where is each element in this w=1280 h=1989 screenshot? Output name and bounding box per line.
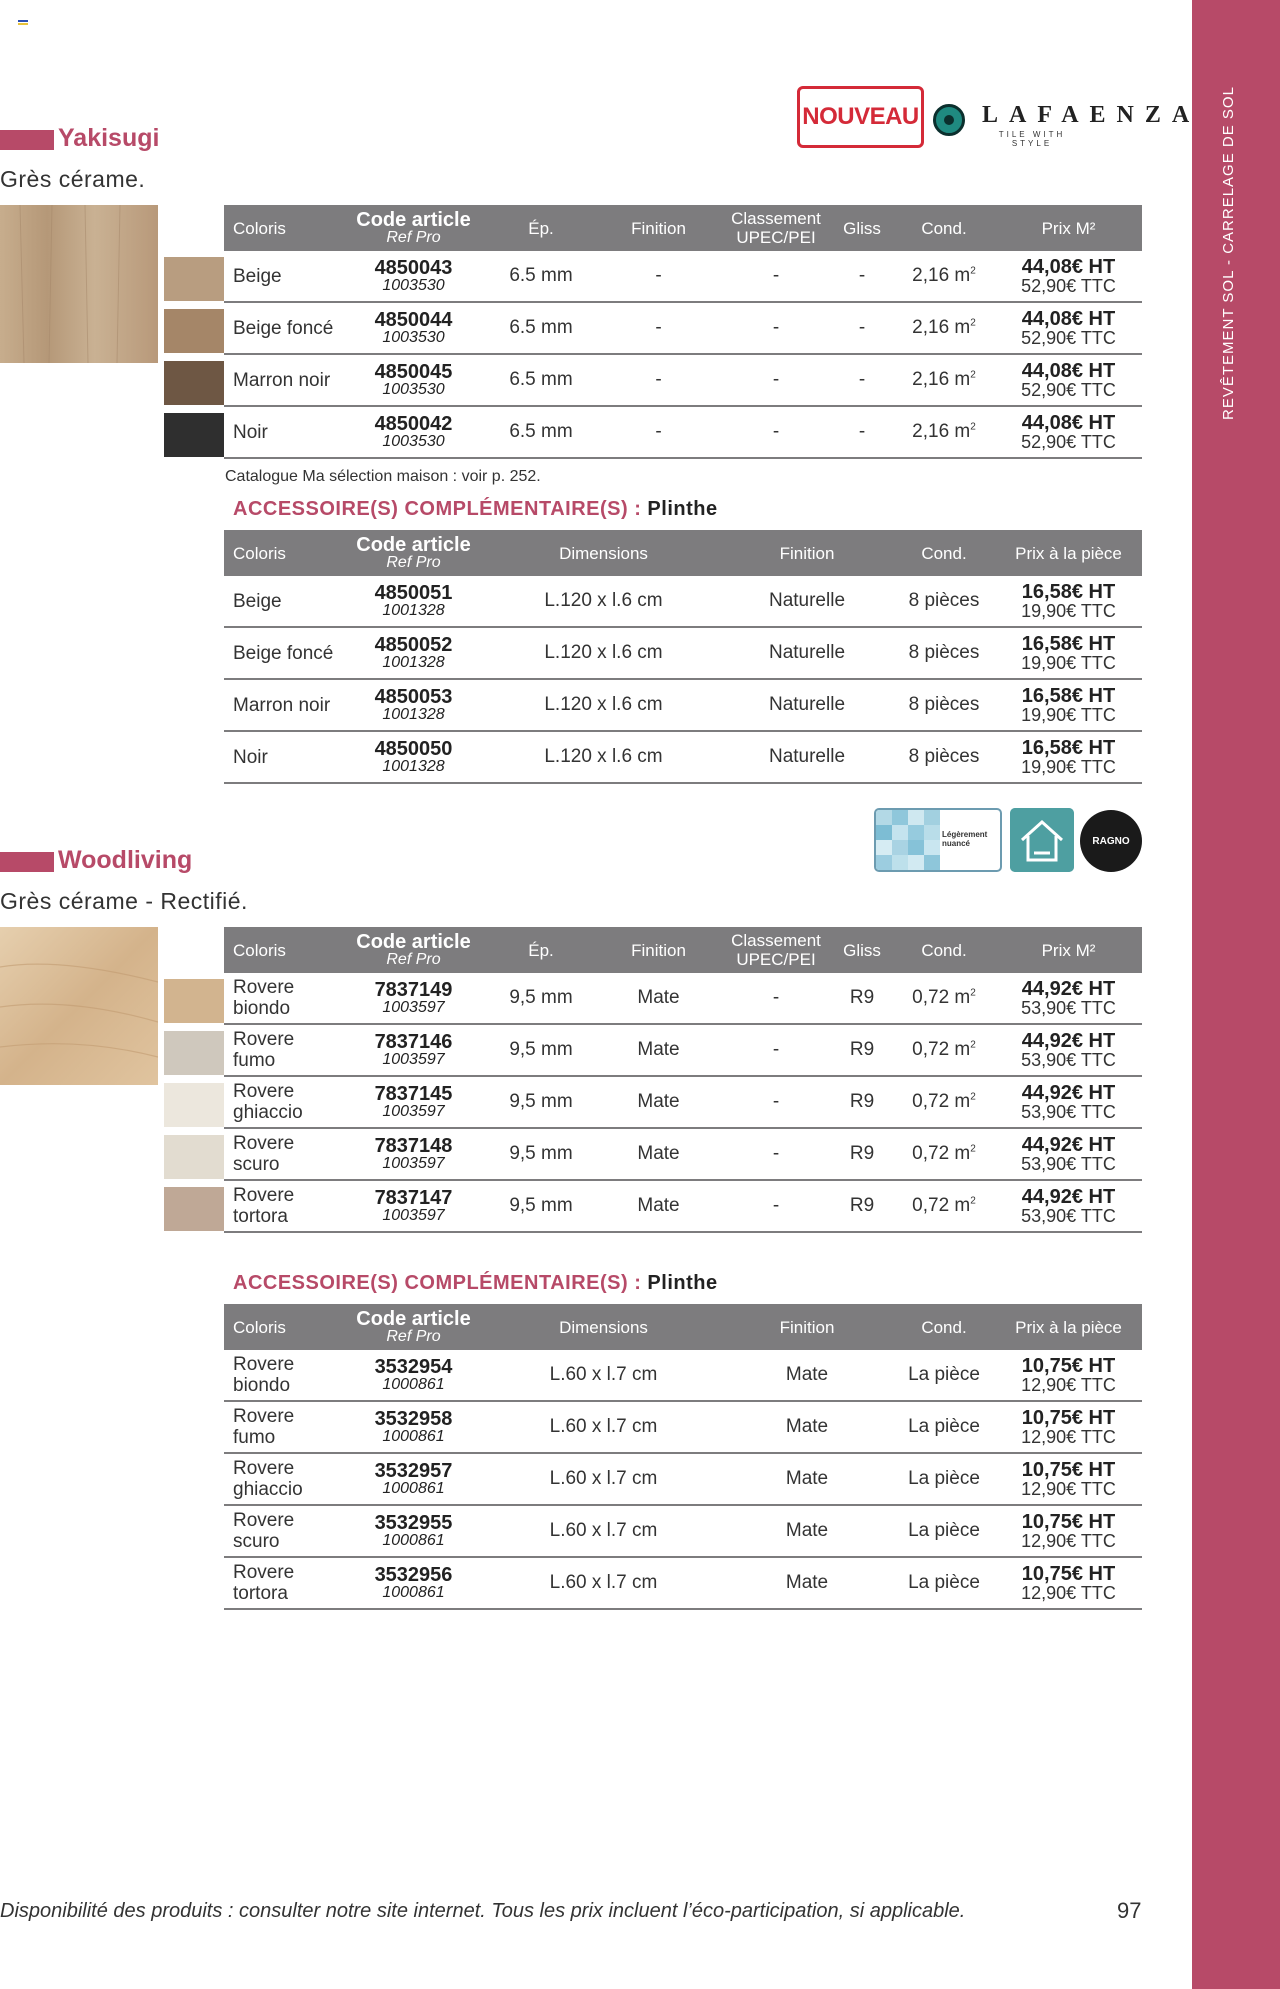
col-code: Code article Ref Pro bbox=[341, 1304, 486, 1350]
price-cell: 44,92€ HT 53,90€ TTC bbox=[995, 1024, 1142, 1076]
classement-cell: - bbox=[721, 1024, 831, 1076]
table-row bbox=[224, 1076, 1142, 1128]
code-cell: 4850045 1003530 bbox=[341, 354, 486, 406]
woodliving-subtitle: Grès cérame - Rectifié. bbox=[0, 888, 248, 914]
coloris-cell: Rovere biondo bbox=[224, 973, 341, 1024]
classement-cell: - bbox=[721, 1076, 831, 1128]
cond-cell: 2,16 $m^2$ bbox=[893, 302, 995, 354]
cond-cell: La pièce bbox=[893, 1453, 995, 1505]
coloris-cell: Rovere ghiaccio bbox=[224, 1076, 341, 1128]
classement-cell: - bbox=[721, 302, 831, 354]
col-finition: Finition bbox=[596, 927, 721, 973]
cond-cell: 0,72 $m^2$ bbox=[893, 1024, 995, 1076]
legerement-nuance-icon: Légèrement nuancé bbox=[874, 808, 1002, 872]
finition-cell: Naturelle bbox=[721, 576, 893, 627]
table-row bbox=[224, 679, 1142, 731]
finition-cell: Mate bbox=[596, 1128, 721, 1180]
table-row bbox=[224, 1350, 1142, 1401]
col-dimensions: Dimensions bbox=[486, 1304, 721, 1350]
coloris-cell: Rovere fumo bbox=[224, 1401, 341, 1453]
col-dimensions: Dimensions bbox=[486, 530, 721, 576]
color-swatch bbox=[164, 1031, 224, 1075]
coloris-cell: Rovere scuro bbox=[224, 1128, 341, 1180]
nouveau-badge: NOUVEAU bbox=[797, 86, 924, 148]
table-row bbox=[224, 1180, 1142, 1232]
col-classement: Classement UPEC/PEI bbox=[721, 205, 831, 251]
finition-cell: - bbox=[596, 406, 721, 458]
code-cell: 7837149 1003597 bbox=[341, 973, 486, 1024]
price-cell: 44,92€ HT 53,90€ TTC bbox=[995, 1180, 1142, 1232]
woodliving-accessory-title: ACCESSOIRE(S) COMPLÉMENTAIRE(S) : Plinthe bbox=[233, 1272, 718, 1294]
color-swatch bbox=[164, 257, 224, 301]
yakisugi-accessory-title: ACCESSOIRE(S) COMPLÉMENTAIRE(S) : Plinthe bbox=[233, 498, 718, 520]
cond-cell: La pièce bbox=[893, 1401, 995, 1453]
price-cell: 44,08€ HT 52,90€ TTC bbox=[995, 354, 1142, 406]
code-cell: 3532958 1000861 bbox=[341, 1401, 486, 1453]
finition-cell: Mate bbox=[596, 1024, 721, 1076]
code-cell: 4850050 1001328 bbox=[341, 731, 486, 783]
col-cond: Cond. bbox=[893, 927, 995, 973]
woodliving-title: Woodliving bbox=[58, 846, 193, 874]
col-gliss: Gliss bbox=[831, 205, 893, 251]
col-prix: Prix M² bbox=[995, 205, 1142, 251]
col-code: Code article Ref Pro bbox=[341, 927, 486, 973]
coloris-cell: Noir bbox=[224, 406, 341, 458]
coloris-cell: Rovere fumo bbox=[224, 1024, 341, 1076]
ep-cell: 6.5 mm bbox=[486, 406, 596, 458]
cond-cell: 8 pièces bbox=[893, 627, 995, 679]
ep-cell: 6.5 mm bbox=[486, 251, 596, 302]
code-cell: 3532956 1000861 bbox=[341, 1557, 486, 1609]
yakisugi-title: Yakisugi bbox=[58, 124, 160, 152]
coloris-cell: Rovere tortora bbox=[224, 1557, 341, 1609]
table-row bbox=[224, 251, 1142, 302]
dimensions-cell: L.60 x l.7 cm bbox=[486, 1401, 721, 1453]
ep-cell: 6.5 mm bbox=[486, 302, 596, 354]
dimensions-cell: L.60 x l.7 cm bbox=[486, 1350, 721, 1401]
flag-mark bbox=[18, 20, 28, 26]
sidebar-label: REVÊTEMENT SOL - CARRELAGE DE SOL bbox=[1220, 86, 1237, 420]
code-cell: 3532954 1000861 bbox=[341, 1350, 486, 1401]
coloris-cell: Noir bbox=[224, 731, 341, 783]
code-cell: 7837147 1003597 bbox=[341, 1180, 486, 1232]
col-code: Code article Ref Pro bbox=[341, 530, 486, 576]
finition-cell: Mate bbox=[596, 973, 721, 1024]
coloris-cell: Marron noir bbox=[224, 354, 341, 406]
col-ep: Ép. bbox=[486, 205, 596, 251]
table-row bbox=[224, 973, 1142, 1024]
yakisugi-product-image bbox=[0, 205, 158, 363]
color-swatch bbox=[164, 979, 224, 1023]
gliss-cell: R9 bbox=[831, 973, 893, 1024]
coloris-cell: Beige foncé bbox=[224, 627, 341, 679]
cond-cell: La pièce bbox=[893, 1557, 995, 1609]
table-row bbox=[224, 354, 1142, 406]
table-row bbox=[224, 576, 1142, 627]
classement-cell: - bbox=[721, 1128, 831, 1180]
finition-cell: - bbox=[596, 302, 721, 354]
ep-cell: 9,5 mm bbox=[486, 1128, 596, 1180]
coloris-cell: Rovere scuro bbox=[224, 1505, 341, 1557]
code-cell: 4850042 1003530 bbox=[341, 406, 486, 458]
price-cell: 10,75€ HT 12,90€ TTC bbox=[995, 1350, 1142, 1401]
cond-cell: 0,72 $m^2$ bbox=[893, 1128, 995, 1180]
code-cell: 4850044 1003530 bbox=[341, 302, 486, 354]
price-cell: 44,08€ HT 52,90€ TTC bbox=[995, 251, 1142, 302]
col-ep: Ép. bbox=[486, 927, 596, 973]
col-coloris: Coloris bbox=[224, 927, 341, 973]
coloris-cell: Rovere biondo bbox=[224, 1350, 341, 1401]
dimensions-cell: L.120 x l.6 cm bbox=[486, 576, 721, 627]
finition-cell: Mate bbox=[596, 1076, 721, 1128]
finition-cell: Mate bbox=[596, 1180, 721, 1232]
gliss-cell: - bbox=[831, 354, 893, 406]
finition-cell: Mate bbox=[721, 1453, 893, 1505]
cond-cell: 8 pièces bbox=[893, 576, 995, 627]
ep-cell: 9,5 mm bbox=[486, 1076, 596, 1128]
cond-cell: 8 pièces bbox=[893, 679, 995, 731]
classement-cell: - bbox=[721, 406, 831, 458]
color-swatch bbox=[164, 1187, 224, 1231]
table-row bbox=[224, 627, 1142, 679]
gliss-cell: R9 bbox=[831, 1024, 893, 1076]
table-row bbox=[224, 1128, 1142, 1180]
col-prix: Prix à la pièce bbox=[995, 530, 1142, 576]
woodliving-accessory-table bbox=[224, 1304, 1142, 1610]
code-cell: 4850053 1001328 bbox=[341, 679, 486, 731]
lafaenza-emblem-icon bbox=[933, 104, 965, 136]
col-classement: Classement UPEC/PEI bbox=[721, 927, 831, 973]
gliss-cell: R9 bbox=[831, 1128, 893, 1180]
price-cell: 44,92€ HT 53,90€ TTC bbox=[995, 1128, 1142, 1180]
yakisugi-subtitle: Grès cérame. bbox=[0, 166, 146, 192]
coloris-cell: Beige foncé bbox=[224, 302, 341, 354]
finition-cell: Mate bbox=[721, 1350, 893, 1401]
table-row bbox=[224, 1453, 1142, 1505]
col-gliss: Gliss bbox=[831, 927, 893, 973]
brand-tagline: TILE WITH STYLE bbox=[998, 130, 1066, 148]
code-cell: 7837146 1003597 bbox=[341, 1024, 486, 1076]
classement-cell: - bbox=[721, 251, 831, 302]
woodliving-table bbox=[224, 927, 1142, 1233]
table-row bbox=[224, 1505, 1142, 1557]
footer-disclaimer: Disponibilité des produits : consulter notre site internet. Tous les prix incluent l’éco-participation, si applicable. bbox=[0, 1900, 966, 1922]
price-cell: 16,58€ HT 19,90€ TTC bbox=[995, 731, 1142, 783]
code-cell: 7837148 1003597 bbox=[341, 1128, 486, 1180]
finition-cell: Naturelle bbox=[721, 679, 893, 731]
gliss-cell: - bbox=[831, 406, 893, 458]
woodliving-product-image bbox=[0, 927, 158, 1085]
price-cell: 16,58€ HT 19,90€ TTC bbox=[995, 576, 1142, 627]
table-row bbox=[224, 406, 1142, 458]
coloris-cell: Rovere tortora bbox=[224, 1180, 341, 1232]
price-cell: 44,08€ HT 52,90€ TTC bbox=[995, 406, 1142, 458]
color-swatch bbox=[164, 413, 224, 457]
color-swatch bbox=[164, 1083, 224, 1127]
finition-cell: Mate bbox=[721, 1557, 893, 1609]
finition-cell: Mate bbox=[721, 1401, 893, 1453]
code-cell: 3532955 1000861 bbox=[341, 1505, 486, 1557]
table-row bbox=[224, 731, 1142, 783]
finition-cell: - bbox=[596, 354, 721, 406]
finition-cell: Naturelle bbox=[721, 627, 893, 679]
table-row bbox=[224, 1401, 1142, 1453]
cond-cell: 0,72 $m^2$ bbox=[893, 1076, 995, 1128]
coloris-cell: Beige bbox=[224, 251, 341, 302]
table-row bbox=[224, 1024, 1142, 1076]
col-finition: Finition bbox=[596, 205, 721, 251]
page-number: 97 bbox=[1117, 1898, 1142, 1923]
col-cond: Cond. bbox=[893, 205, 995, 251]
price-cell: 10,75€ HT 12,90€ TTC bbox=[995, 1505, 1142, 1557]
lafaenza-logo bbox=[930, 96, 1201, 148]
coloris-cell: Marron noir bbox=[224, 679, 341, 731]
price-cell: 44,08€ HT 52,90€ TTC bbox=[995, 302, 1142, 354]
col-finition: Finition bbox=[721, 1304, 893, 1350]
col-coloris: Coloris bbox=[224, 530, 341, 576]
code-cell: 4850043 1003530 bbox=[341, 251, 486, 302]
col-coloris: Coloris bbox=[224, 1304, 341, 1350]
dimensions-cell: L.60 x l.7 cm bbox=[486, 1453, 721, 1505]
finition-cell: Naturelle bbox=[721, 731, 893, 783]
code-cell: 7837145 1003597 bbox=[341, 1076, 486, 1128]
col-finition: Finition bbox=[721, 530, 893, 576]
table-row bbox=[224, 1557, 1142, 1609]
ep-cell: 9,5 mm bbox=[486, 973, 596, 1024]
classement-cell: - bbox=[721, 1180, 831, 1232]
col-prix: Prix à la pièce bbox=[995, 1304, 1142, 1350]
gliss-cell: R9 bbox=[831, 1076, 893, 1128]
code-cell: 3532957 1000861 bbox=[341, 1453, 486, 1505]
classement-cell: - bbox=[721, 973, 831, 1024]
yakisugi-accessory-table bbox=[224, 530, 1142, 784]
gliss-cell: R9 bbox=[831, 1180, 893, 1232]
price-cell: 10,75€ HT 12,90€ TTC bbox=[995, 1453, 1142, 1505]
brand-name: LAFAENZA bbox=[982, 102, 1201, 128]
ep-cell: 9,5 mm bbox=[486, 1024, 596, 1076]
price-cell: 10,75€ HT 12,90€ TTC bbox=[995, 1401, 1142, 1453]
dimensions-cell: L.120 x l.6 cm bbox=[486, 731, 721, 783]
ep-cell: 9,5 mm bbox=[486, 1180, 596, 1232]
coloris-cell: Rovere ghiaccio bbox=[224, 1453, 341, 1505]
finition-cell: - bbox=[596, 251, 721, 302]
cond-cell: La pièce bbox=[893, 1505, 995, 1557]
dimensions-cell: L.60 x l.7 cm bbox=[486, 1505, 721, 1557]
gliss-cell: - bbox=[831, 302, 893, 354]
section-marker bbox=[0, 130, 54, 150]
color-swatch bbox=[164, 361, 224, 405]
finition-cell: Mate bbox=[721, 1505, 893, 1557]
price-cell: 16,58€ HT 19,90€ TTC bbox=[995, 627, 1142, 679]
ragno-logo-icon: RAGNO bbox=[1080, 810, 1142, 872]
cond-cell: 2,16 $m^2$ bbox=[893, 354, 995, 406]
dimensions-cell: L.120 x l.6 cm bbox=[486, 679, 721, 731]
catalogue-note: Catalogue Ma sélection maison : voir p. 252. bbox=[225, 468, 541, 485]
classement-cell: - bbox=[721, 354, 831, 406]
col-code: Code article Ref Pro bbox=[341, 205, 486, 251]
coloris-cell: Beige bbox=[224, 576, 341, 627]
ep-cell: 6.5 mm bbox=[486, 354, 596, 406]
price-cell: 44,92€ HT 53,90€ TTC bbox=[995, 973, 1142, 1024]
gliss-cell: - bbox=[831, 251, 893, 302]
col-cond: Cond. bbox=[893, 1304, 995, 1350]
cond-cell: 0,72 $m^2$ bbox=[893, 1180, 995, 1232]
price-cell: 44,92€ HT 53,90€ TTC bbox=[995, 1076, 1142, 1128]
cond-cell: 2,16 $m^2$ bbox=[893, 406, 995, 458]
col-coloris: Coloris bbox=[224, 205, 341, 251]
color-swatch bbox=[164, 1135, 224, 1179]
cond-cell: 8 pièces bbox=[893, 731, 995, 783]
yakisugi-table bbox=[224, 205, 1142, 459]
dimensions-cell: L.60 x l.7 cm bbox=[486, 1557, 721, 1609]
color-swatch bbox=[164, 309, 224, 353]
code-cell: 4850051 1001328 bbox=[341, 576, 486, 627]
section-marker bbox=[0, 852, 54, 872]
cond-cell: La pièce bbox=[893, 1350, 995, 1401]
dimensions-cell: L.120 x l.6 cm bbox=[486, 627, 721, 679]
col-prix: Prix M² bbox=[995, 927, 1142, 973]
col-cond: Cond. bbox=[893, 530, 995, 576]
code-cell: 4850052 1001328 bbox=[341, 627, 486, 679]
price-cell: 16,58€ HT 19,90€ TTC bbox=[995, 679, 1142, 731]
table-row bbox=[224, 302, 1142, 354]
price-cell: 10,75€ HT 12,90€ TTC bbox=[995, 1557, 1142, 1609]
cond-cell: 0,72 $m^2$ bbox=[893, 973, 995, 1024]
cond-cell: 2,16 $m^2$ bbox=[893, 251, 995, 302]
house-icon bbox=[1010, 808, 1074, 872]
